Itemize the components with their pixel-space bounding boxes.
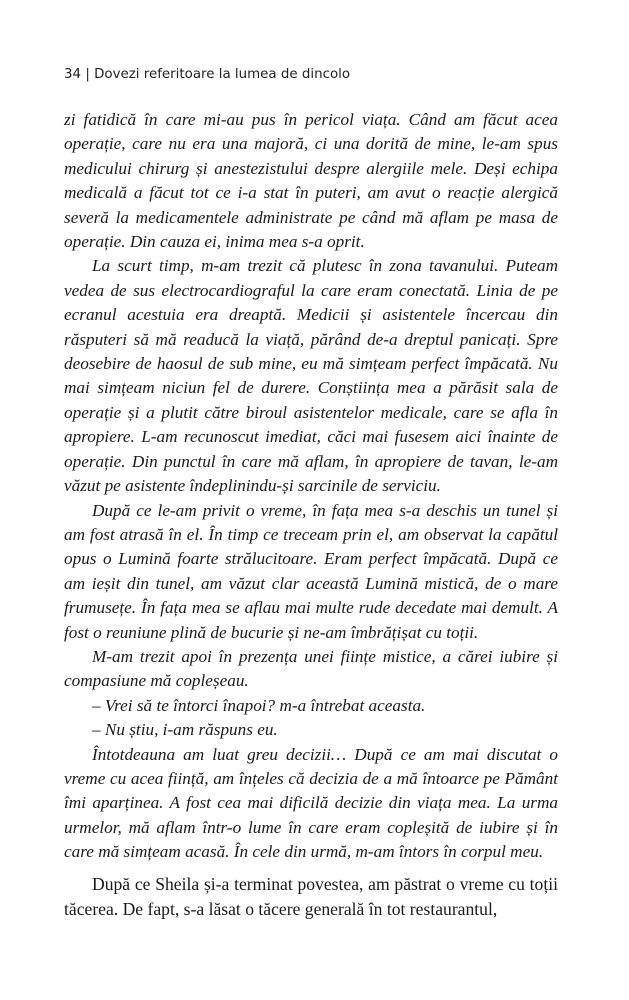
header-separator: | <box>85 67 90 82</box>
dialogue-line: – Vrei să te întorci înapoi? m-a întrebat aceasta. <box>92 695 426 715</box>
paragraph: Întotdeauna am luat greu decizii… După ce am mai discutat o vreme cu acea ființă, am înțeles că decizia de a mă întoarce pe Pământ îmi aparținea. A fost cea mai dificilă decizie din viața mea. La urma urmelor, mă aflam într-o lume în care eram copleșită de iubire și în care mă simțeam acasă. În cele din urmă, m-am întors în corpul meu. <box>64 744 558 862</box>
running-header <box>64 66 564 84</box>
paragraph: M-am trezit apoi în prezența unei ființe mistice, a cărei iubire și compasiune mă copleșeau. <box>64 646 558 691</box>
paragraph: La scurt timp, m-am trezit că plutesc în zona tavanului. Puteam vedea de sus electrocardiograful la care eram conectată. Linia de pe ecranul acestuia era dreaptă. Medicii și asistentele încercau din răsputeri să mă readucă la viață, părând de-a dreptul panicați. Spre deosebire de haosul de sub mine, eu mă simțeam perfect împăcată. Nu mai simțeam niciun fel de durere. Conștiința mea a părăsit sala de operație și a plutit către biroul asistentelor medicale, care se afla în apropiere. L-am recunoscut imediat, căci mai fusesem aici înainte de operație. Din punctul în care mă aflam, în apropiere de tavan, le-am văzut pe asistente îndeplinindu-și sarcinile de serviciu. <box>64 256 558 496</box>
running-title: Dovezi referitoare la lumea de dincolo <box>94 67 351 82</box>
paragraph-continuation: zi fatidică în care mi-au pus în pericol viața. Când am făcut acea operație, care nu era una majoră, ci una dorită de mine, le-am spus medicului chirurg și anestezistului despre alergiile mele. Deși echipa medicală a făcut tot ce i-a stat în puteri, am avut o reacție alergică severă la medicamentele administrate pe când mă aflam pe masa de operație. Din cauza ei, inima mea s-a oprit. <box>64 110 558 252</box>
italic-testimony <box>64 108 558 865</box>
page-number: 34 <box>64 67 82 82</box>
closing-paragraph: După ce Sheila și-a terminat povestea, am păstrat o vreme cu toții tăcerea. De fapt, s-a lăsat o tăcere generală în tot restaurantul, <box>64 874 558 919</box>
narrative-text <box>64 872 558 922</box>
dialogue-line: – Nu știu, i-am răspuns eu. <box>92 720 278 740</box>
paragraph: După ce le-am privit o vreme, în fața mea s-a deschis un tunel și am fost atrasă în el. În timp ce treceam prin el, am observat la capătul opus o Lumină foarte strălucitoare. Eram perfect împăcată. După ce am ieșit din tunel, am văzut clar această Lumină mistică, de o mare frumusețe. În fața mea se aflau mai multe rude decedate mai demult. A fost o reuniune plină de bucurie și ne-am îmbrățișat cu toții. <box>64 500 558 642</box>
